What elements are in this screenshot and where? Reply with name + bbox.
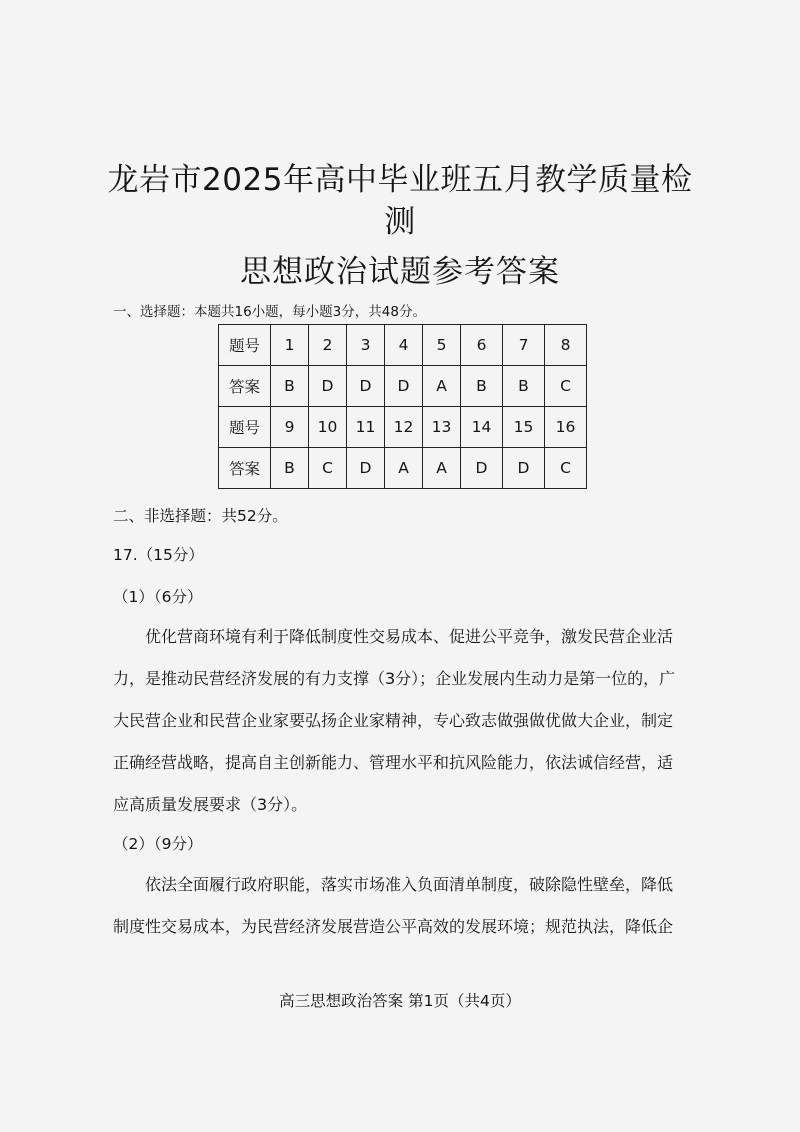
answer-cell: C <box>545 366 587 407</box>
answer-cell: A <box>423 366 461 407</box>
answer-cell: D <box>461 448 503 489</box>
number-cell: 13 <box>423 407 461 448</box>
section-two-heading: 二、非选择题：共52分。 <box>113 507 288 525</box>
answer-line: 正确经营战略，提高自主创新能力、管理水平和抗风险能力，依法诚信经营，适 <box>113 753 674 772</box>
answer-line: 力，是推动民营经济发展的有力支撑（3分）；企业发展内生动力是第一位的，广 <box>113 669 676 688</box>
document-title-continued: 测 <box>384 204 416 240</box>
answer-cell: B <box>271 366 309 407</box>
number-cell: 4 <box>385 325 423 366</box>
answer-cell: A <box>385 448 423 489</box>
number-cell: 6 <box>461 325 503 366</box>
answer-line: 制度性交易成本，为民营经济发展营造公平高效的发展环境；规范执法，降低企 <box>113 917 674 936</box>
number-cell: 15 <box>503 407 545 448</box>
table-row <box>219 448 587 489</box>
number-cell: 12 <box>385 407 423 448</box>
answer-cell: C <box>545 448 587 489</box>
table-row <box>219 325 587 366</box>
answer-cell: D <box>347 448 385 489</box>
answer-cell: D <box>347 366 385 407</box>
answer-table <box>218 324 587 489</box>
answer-cell: B <box>503 366 545 407</box>
answer-cell: D <box>503 448 545 489</box>
question-17-part-1-heading: （1）（6分） <box>113 588 203 606</box>
question-17-part-2-answer <box>113 864 691 948</box>
answer-cell: C <box>309 448 347 489</box>
answer-label-cell: 答案 <box>219 448 271 489</box>
answer-line: 优化营商环境有利于降低制度性交易成本、促进公平竞争，激发民营企业活 <box>145 627 674 646</box>
question-17-heading: 17.（15分） <box>113 546 204 564</box>
number-cell: 11 <box>347 407 385 448</box>
number-cell: 5 <box>423 325 461 366</box>
question-17-part-1-answer <box>113 616 691 826</box>
number-cell: 3 <box>347 325 385 366</box>
answer-cell: B <box>461 366 503 407</box>
number-cell: 8 <box>545 325 587 366</box>
table-row <box>219 366 587 407</box>
page-footer: 高三思想政治答案 第1页（共4页） <box>279 992 521 1010</box>
answer-cell: D <box>385 366 423 407</box>
number-cell: 16 <box>545 407 587 448</box>
answer-line: 应高质量发展要求（3分）。 <box>113 795 308 814</box>
document-subtitle: 思想政治试题参考答案 <box>240 254 560 290</box>
answer-line: 依法全面履行政府职能，落实市场准入负面清单制度，破除隐性壁垒，降低 <box>145 875 674 894</box>
section-one-heading: 一、选择题：本题共16小题，每小题3分，共48分。 <box>113 304 426 320</box>
answer-cell: A <box>423 448 461 489</box>
question-17-part-2-heading: （2）（9分） <box>113 835 203 853</box>
answer-cell: B <box>271 448 309 489</box>
document-title: 龙岩市2025年高中毕业班五月教学质量检 <box>107 162 693 198</box>
number-cell: 9 <box>271 407 309 448</box>
answer-line: 大民营企业和民营企业家要弘扬企业家精神，专心致志做强做优做大企业，制定 <box>113 711 674 730</box>
number-cell: 2 <box>309 325 347 366</box>
answer-cell: D <box>309 366 347 407</box>
number-cell: 14 <box>461 407 503 448</box>
number-label-cell: 题号 <box>219 407 271 448</box>
number-cell: 7 <box>503 325 545 366</box>
number-cell: 10 <box>309 407 347 448</box>
number-cell: 1 <box>271 325 309 366</box>
table-row <box>219 407 587 448</box>
number-label-cell: 题号 <box>219 325 271 366</box>
answer-label-cell: 答案 <box>219 366 271 407</box>
